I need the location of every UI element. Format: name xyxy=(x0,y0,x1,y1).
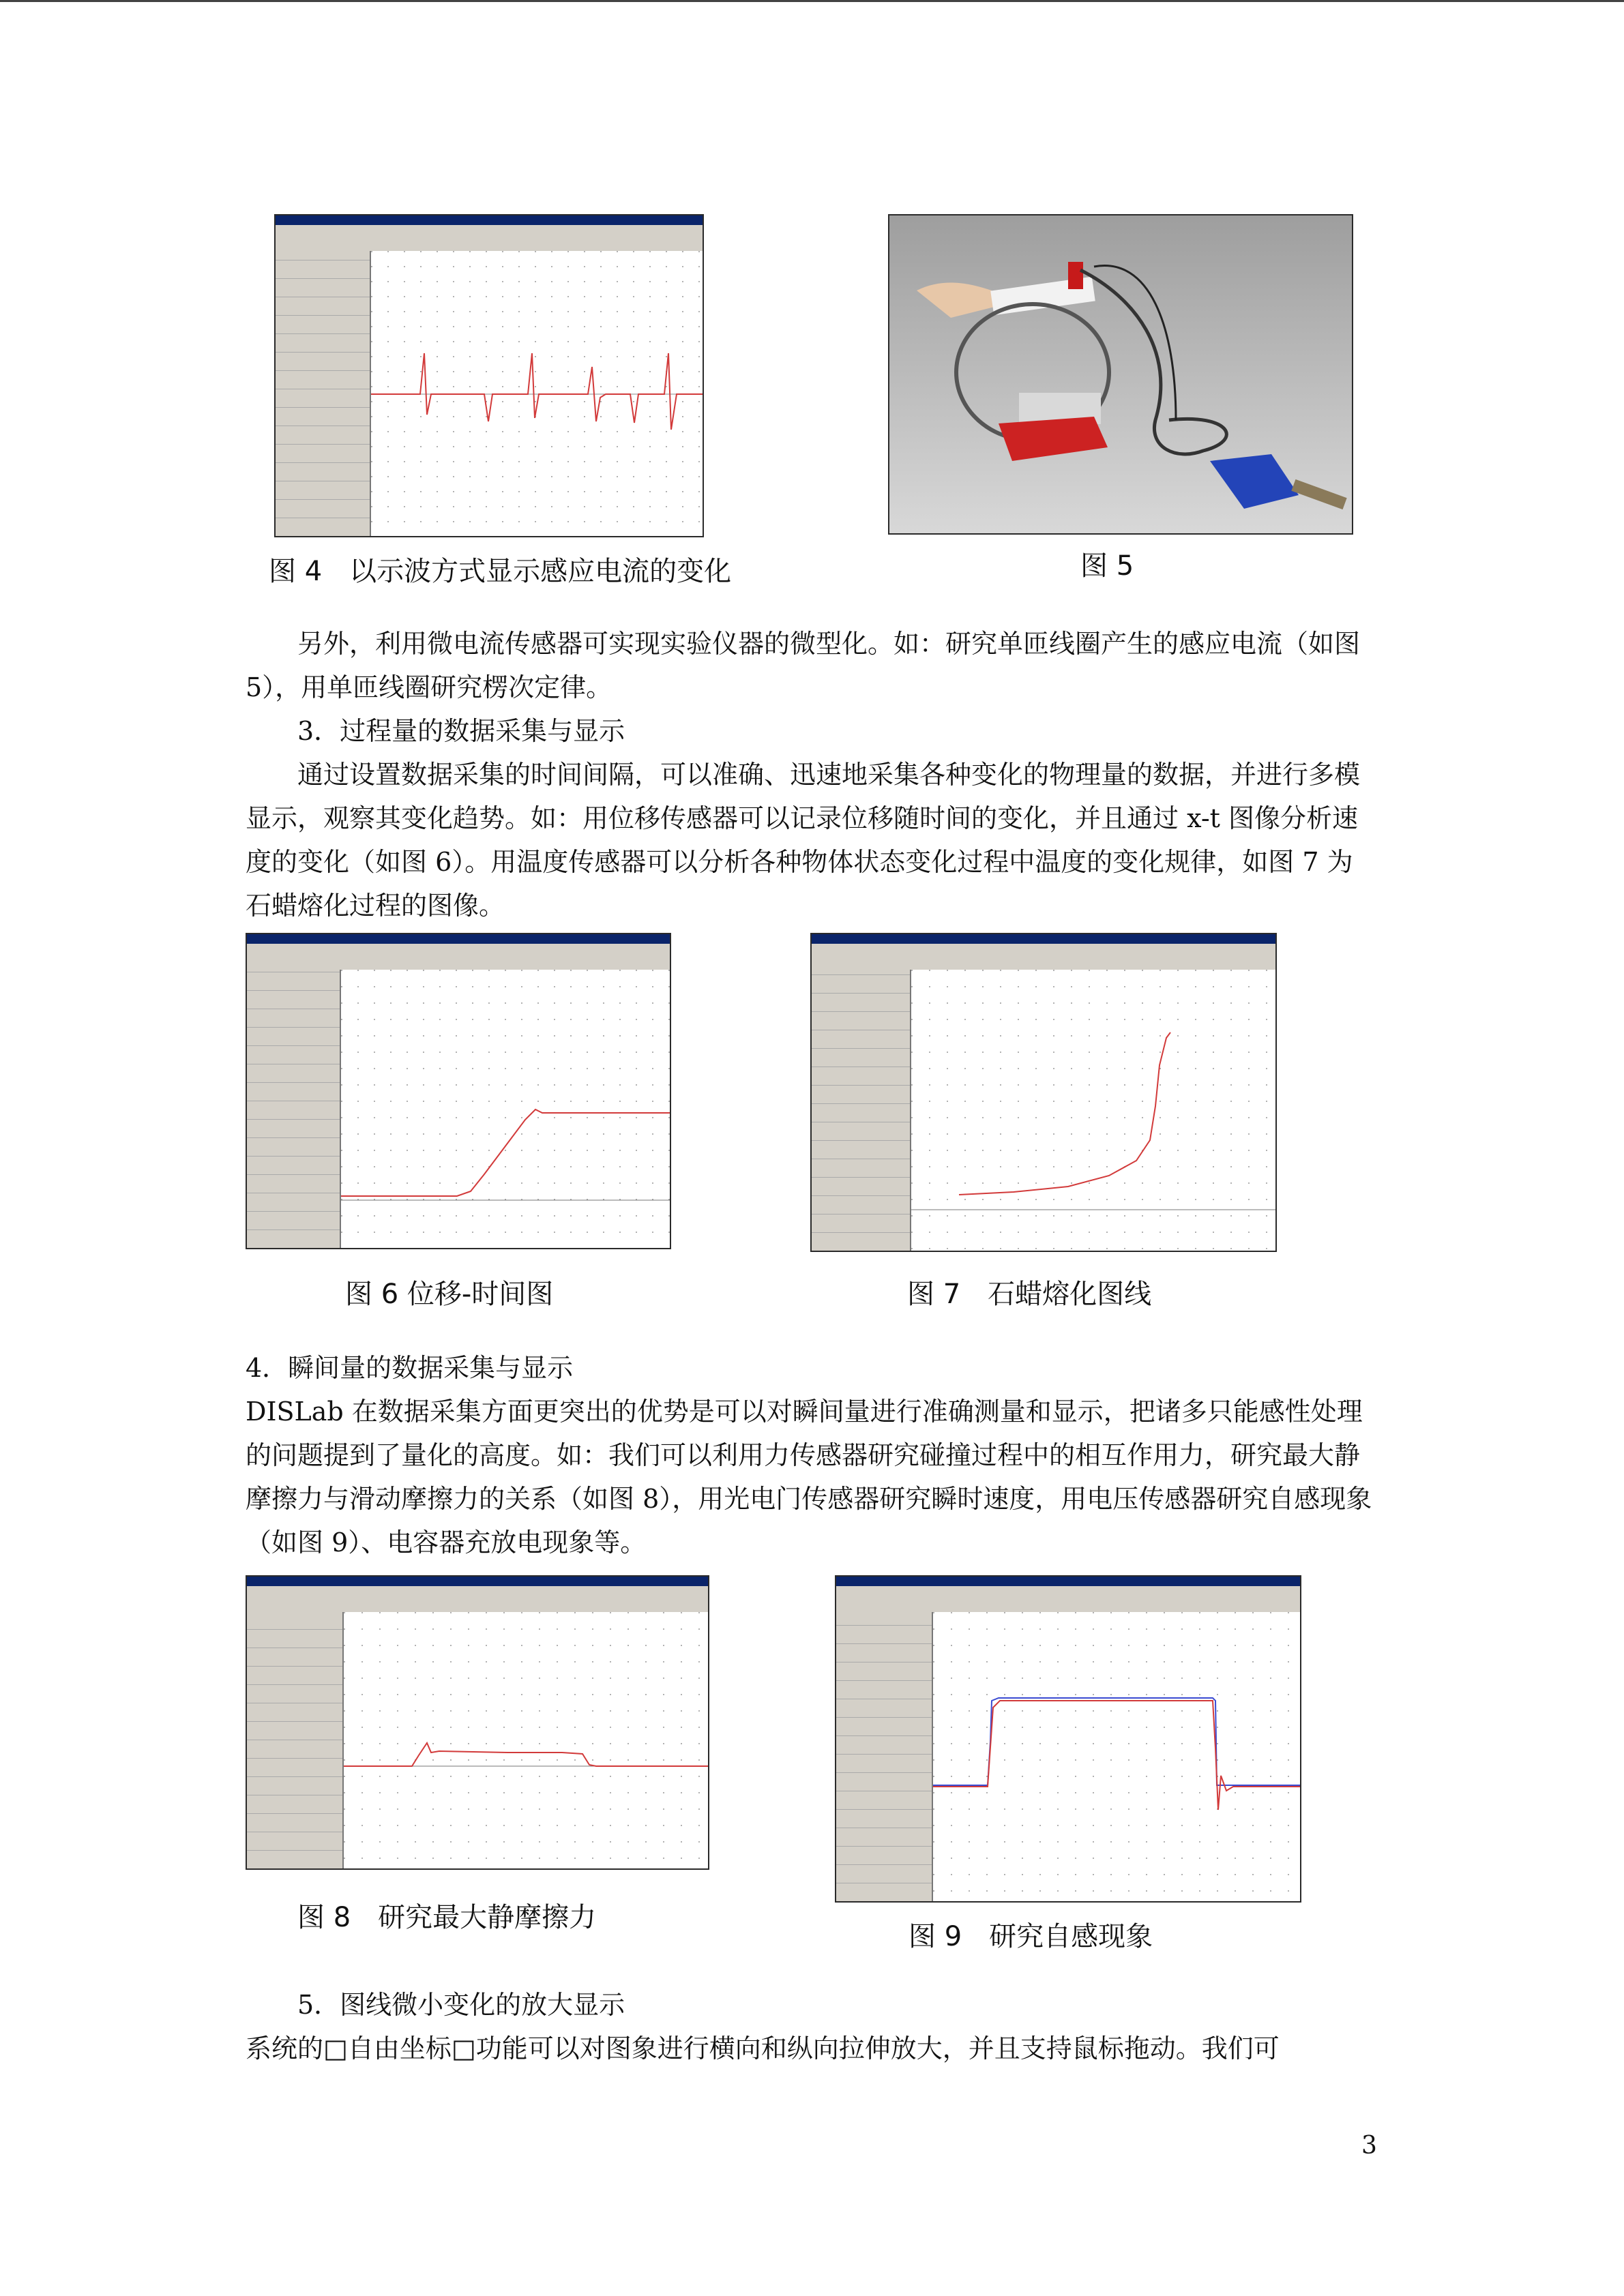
window-toolbar xyxy=(836,1597,1300,1613)
figure-6-screenshot xyxy=(246,933,671,1249)
paragraph-zoom-display: 系统的□自由坐标□功能可以对图象进行横向和纵向拉伸放大，并且支持鼠标拖动。我们可 xyxy=(246,2033,1280,2063)
figure-9-caption: 图 9 研究自感现象 xyxy=(909,1921,1153,1952)
fig4-plot-svg xyxy=(371,251,703,536)
figure-8-screenshot xyxy=(246,1575,709,1870)
figure-9-screenshot xyxy=(835,1575,1301,1903)
plot-area xyxy=(933,1612,1300,1901)
page-top-border xyxy=(0,0,1624,2)
heading-section-4: 4．瞬间量的数据采集与显示 xyxy=(246,1353,574,1383)
fig9-plot-svg xyxy=(933,1612,1300,1901)
window-title-bar xyxy=(812,934,1275,944)
figure-6-caption: 图 6 位移-时间图 xyxy=(345,1279,554,1310)
heading-section-5: 5．图线微小变化的放大显示 xyxy=(297,1990,625,2020)
window-menu-bar xyxy=(276,225,703,237)
control-panel xyxy=(276,251,371,536)
window-menu-bar xyxy=(836,1586,1300,1598)
window-title-bar xyxy=(247,1577,708,1586)
figure-4-caption: 图 4 以示波方式显示感应电流的变化 xyxy=(269,556,732,587)
window-menu-bar xyxy=(812,944,1275,955)
heading-section-3: 3．过程量的数据采集与显示 xyxy=(297,716,625,746)
window-title-bar xyxy=(247,934,670,944)
control-panel xyxy=(812,970,911,1251)
figure-7-screenshot xyxy=(810,933,1277,1252)
window-menu-bar xyxy=(247,1586,708,1598)
window-title-bar xyxy=(276,215,703,225)
plot-area xyxy=(371,251,703,536)
plot-area xyxy=(341,970,670,1248)
fig5-photo-svg xyxy=(889,215,1352,533)
control-panel xyxy=(247,1612,344,1868)
control-panel xyxy=(836,1612,933,1901)
paragraph-micro-current: 另外，利用微电流传感器可实现实验仪器的微型化。如：研究单匝线圈产生的感应电流（如图 5），用单匝线圈研究楞次定律。 xyxy=(246,629,1361,702)
window-title-bar xyxy=(836,1577,1300,1586)
window-menu-bar xyxy=(247,944,670,955)
fig6-plot-svg xyxy=(341,970,670,1248)
figure-4-screenshot xyxy=(274,214,704,537)
figure-5-photo xyxy=(888,214,1353,535)
window-toolbar xyxy=(247,1597,708,1613)
fig8-plot-svg xyxy=(344,1612,708,1868)
figure-5-caption: 图 5 xyxy=(1080,550,1134,582)
paragraph-instant-quantities: DISLab 在数据采集方面更突出的优势是可以对瞬间量进行准确测量和显示，把诸多只能感性处理的问题提到了量化的高度。如：我们可以利用力传感器研究碰撞过程中的相互作用力，研究最大静摩擦力与滑动摩擦力的关系（如图 8），用光电门传感器研究瞬时速度，用电压传感器研究自感现象（如图 9）、电容器充放电现象等。 xyxy=(246,1397,1372,1557)
fig7-plot-svg xyxy=(911,970,1275,1251)
window-toolbar xyxy=(276,236,703,252)
plot-area xyxy=(344,1612,708,1868)
window-toolbar xyxy=(247,955,670,970)
figure-7-caption: 图 7 石蜡熔化图线 xyxy=(907,1279,1152,1310)
page-number: 3 xyxy=(1361,2132,1377,2160)
control-panel xyxy=(247,970,341,1248)
window-toolbar xyxy=(812,955,1275,970)
paragraph-process-quantities: 通过设置数据采集的时间间隔，可以准确、迅速地采集各种变化的物理量的数据，并进行多模显示，观察其变化趋势。如：用位移传感器可以记录位移随时间的变化，并且通过 x-t 图像分析速度的变化（如图 6）。用温度传感器可以分析各种物体状态变化过程中温度的变化规律，如图 7 为石蜡熔化过程的图像。 xyxy=(246,760,1361,921)
figure-8-caption: 图 8 研究最大静摩擦力 xyxy=(297,1902,597,1933)
plot-area xyxy=(911,970,1275,1251)
